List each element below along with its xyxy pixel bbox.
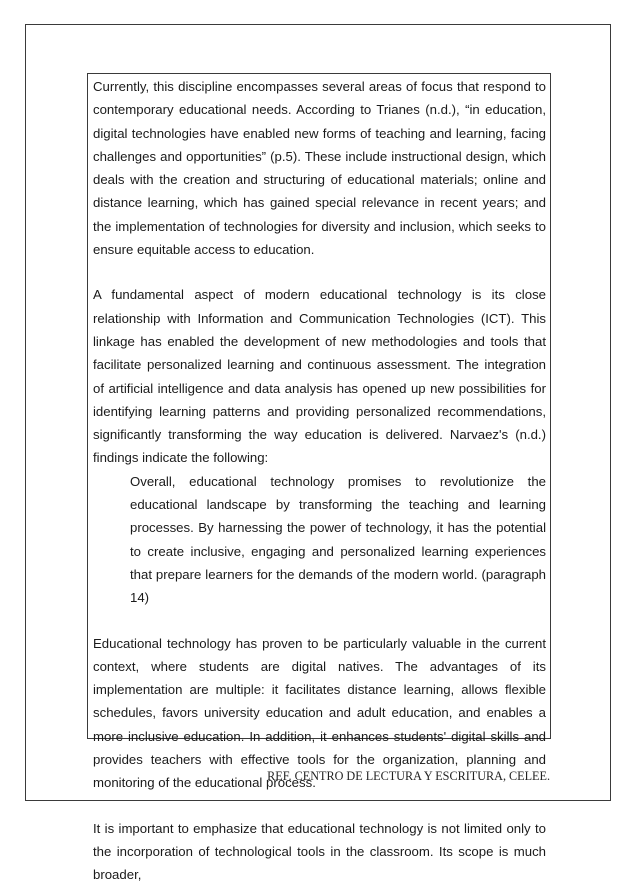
footer-reference: REF. CENTRO DE LECTURA Y ESCRITURA, CELEE.	[267, 769, 550, 783]
paragraph-advantages: Educational technology has proven to be particularly valuable in the current context, where students are digital natives. The advantages of its implementation are multiple: it facilitates distance learning, allows flexible schedules, favors university education and adult education, and enables a more inclusive education. In addition, it enhances students' digital skills and provides teachers with effective tools for the organization, planning and monitoring of the educational process.	[93, 635, 546, 791]
block-quote-narvaez: Overall, educational technology promises to revolutionize the educational landscape by transforming the teaching and learning processes. By harnessing the power of technology, it has the potential to create inclusive, engaging and personalized learning experiences that prepare learners for the demands of the modern world. (paragraph 14)	[130, 473, 546, 606]
paragraph-spacer	[93, 261, 546, 283]
paragraph-scope: It is important to emphasize that educational technology is not limited only to the incorporation of technological tools in the classroom. Its scope is much broader,	[93, 820, 546, 883]
paragraph-focus-areas: Currently, this discipline encompasses several areas of focus that respond to contemporary educational needs. According to Trianes (n.d.), “in education, digital technologies have enabled new forms of teaching and learning, facing challenges and opportunities” (p.5). These include instructional design, which deals with the creation and structuring of educational materials; online and distance learning, which has gained special relevance in recent years; and the implementation of technologies for diversity and inclusion, which seeks to ensure equitable access to education.	[93, 79, 546, 258]
paragraph-spacer	[93, 610, 546, 632]
paragraph-ict-relationship: A fundamental aspect of modern educational technology is its close relationship with Information and Communication Technologies (ICT). This linkage has enabled the development of new methodologies and tools that facilitate personalized learning and continuous assessment. The integration of artificial intelligence and data analysis has opened up new possibilities for identifying learning patterns and providing personalized recommendations, significantly transforming the way education is delivered. Narvaez's (n.d.) findings indicate the following:	[93, 287, 546, 466]
paragraph-spacer	[93, 795, 546, 817]
